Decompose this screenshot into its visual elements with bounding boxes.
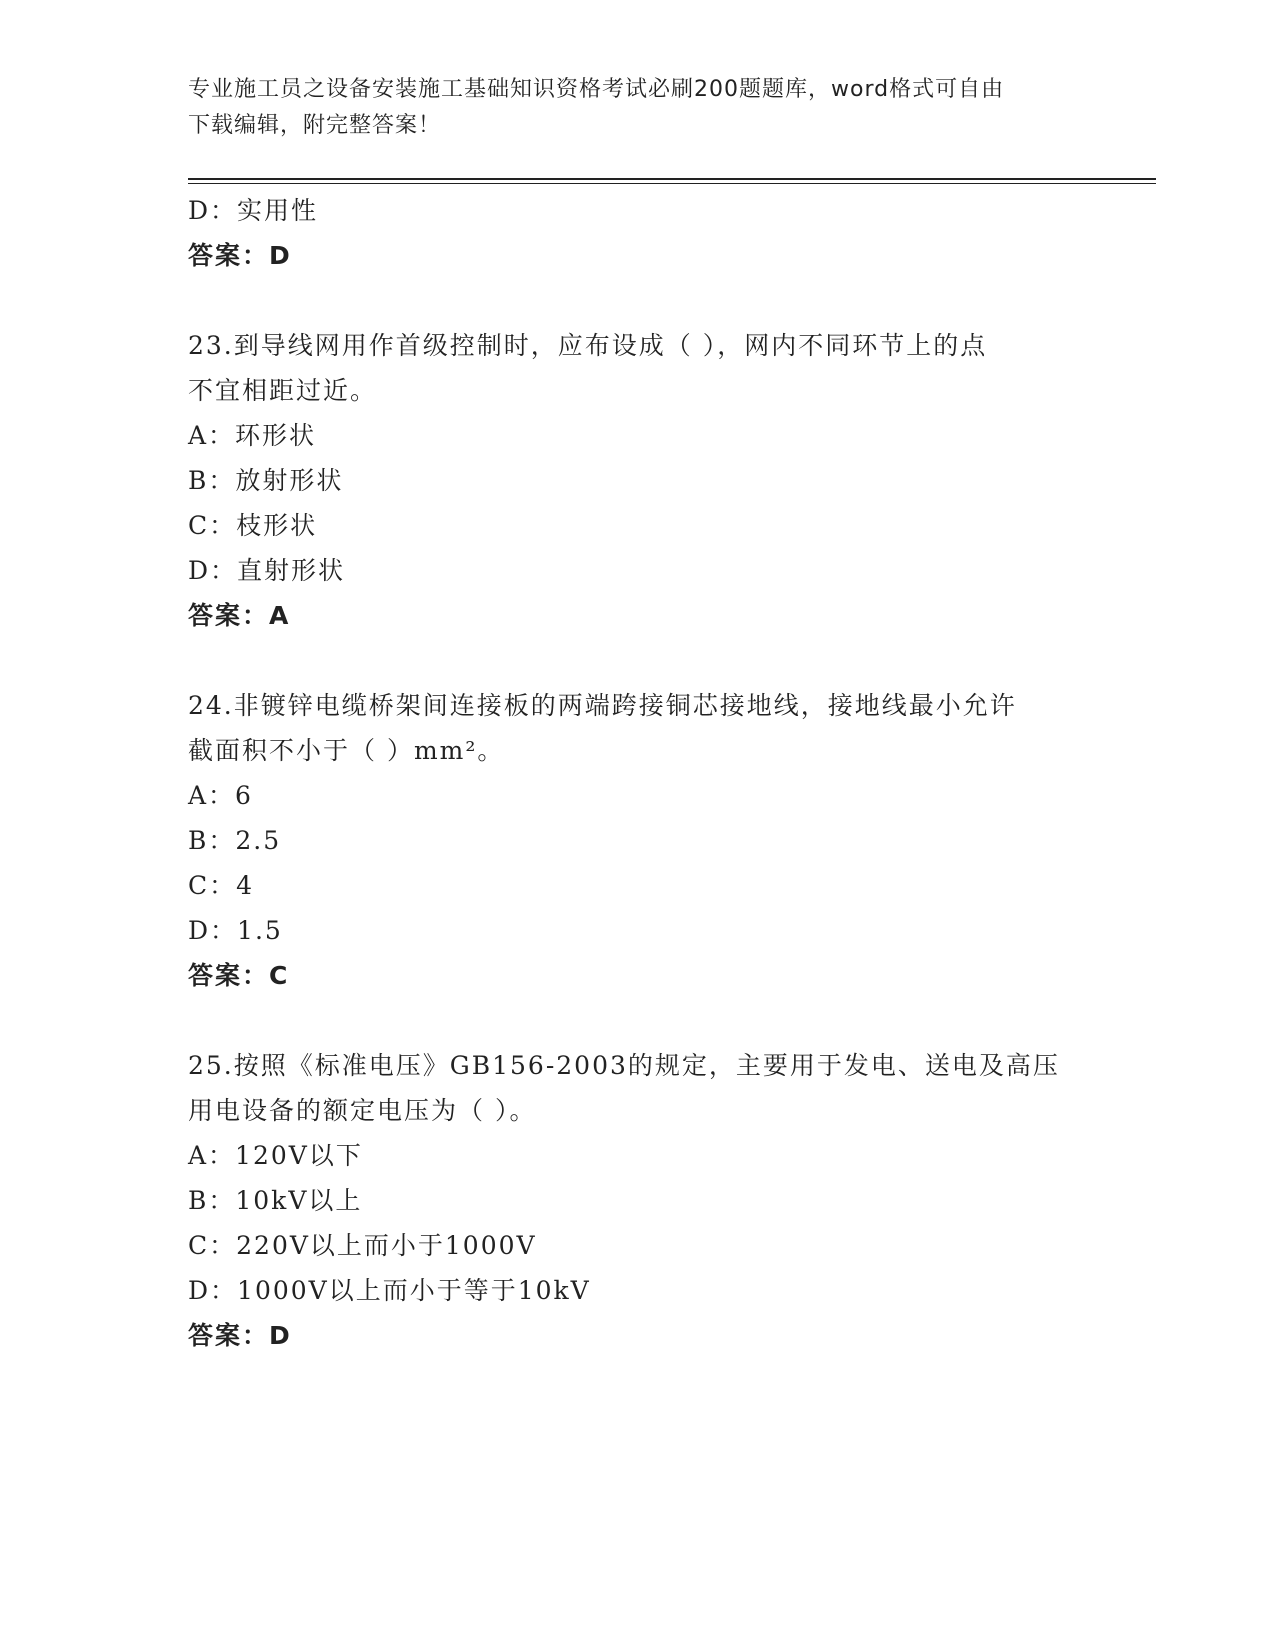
question-list <box>188 188 1088 1358</box>
option-b: B：10kV以上 <box>188 1186 363 1215</box>
option-a: A：环形状 <box>188 421 317 450</box>
option-c: C：4 <box>188 871 255 900</box>
answer-line: 答案：D <box>188 1321 292 1350</box>
question-24 <box>188 683 1088 998</box>
document-header <box>188 72 1088 144</box>
question-stem-line-1: 25.按照《标准电压》GB156-2003的规定，主要用于发电、送电及高压 <box>188 1051 1060 1080</box>
option-d: D：1000V以上而小于等于10kV <box>188 1276 591 1305</box>
header-divider-thick <box>188 178 1156 180</box>
question-gap <box>188 638 1088 683</box>
header-title-line-2: 下载编辑，附完整答案！ <box>188 113 442 138</box>
question-23 <box>188 323 1088 638</box>
option-a: A：6 <box>188 781 253 810</box>
header-divider-thin <box>188 183 1156 184</box>
option-d: D：实用性 <box>188 196 319 225</box>
header-title-line-1: 专业施工员之设备安装施工基础知识资格考试必刷200题题库，word格式可自由 <box>188 77 1005 102</box>
answer-line: 答案：D <box>188 241 292 270</box>
option-d: D：直射形状 <box>188 556 346 585</box>
question-stem-line-1: 23.到导线网用作首级控制时，应布设成（ ），网内不同环节上的点 <box>188 331 988 360</box>
question-stem-line-2: 用电设备的额定电压为（ ）。 <box>188 1096 537 1125</box>
answer-line: 答案：A <box>188 601 291 630</box>
question-stem-line-1: 24.非镀锌电缆桥架间连接板的两端跨接铜芯接地线，接地线最小允许 <box>188 691 1017 720</box>
question-stem-line-2: 截面积不小于（ ）mm²。 <box>188 736 505 765</box>
option-a: A：120V以下 <box>188 1141 363 1170</box>
option-b: B：2.5 <box>188 826 282 855</box>
option-d: D：1.5 <box>188 916 283 945</box>
option-c: C：枝形状 <box>188 511 318 540</box>
option-b: B：放射形状 <box>188 466 344 495</box>
question-gap <box>188 998 1088 1043</box>
question-25 <box>188 1043 1088 1358</box>
answer-line: 答案：C <box>188 961 290 990</box>
question-gap <box>188 278 1088 323</box>
option-c: C：220V以上而小于1000V <box>188 1231 537 1260</box>
question-stem-line-2: 不宜相距过近。 <box>188 376 378 405</box>
previous-question-tail <box>188 188 1088 278</box>
